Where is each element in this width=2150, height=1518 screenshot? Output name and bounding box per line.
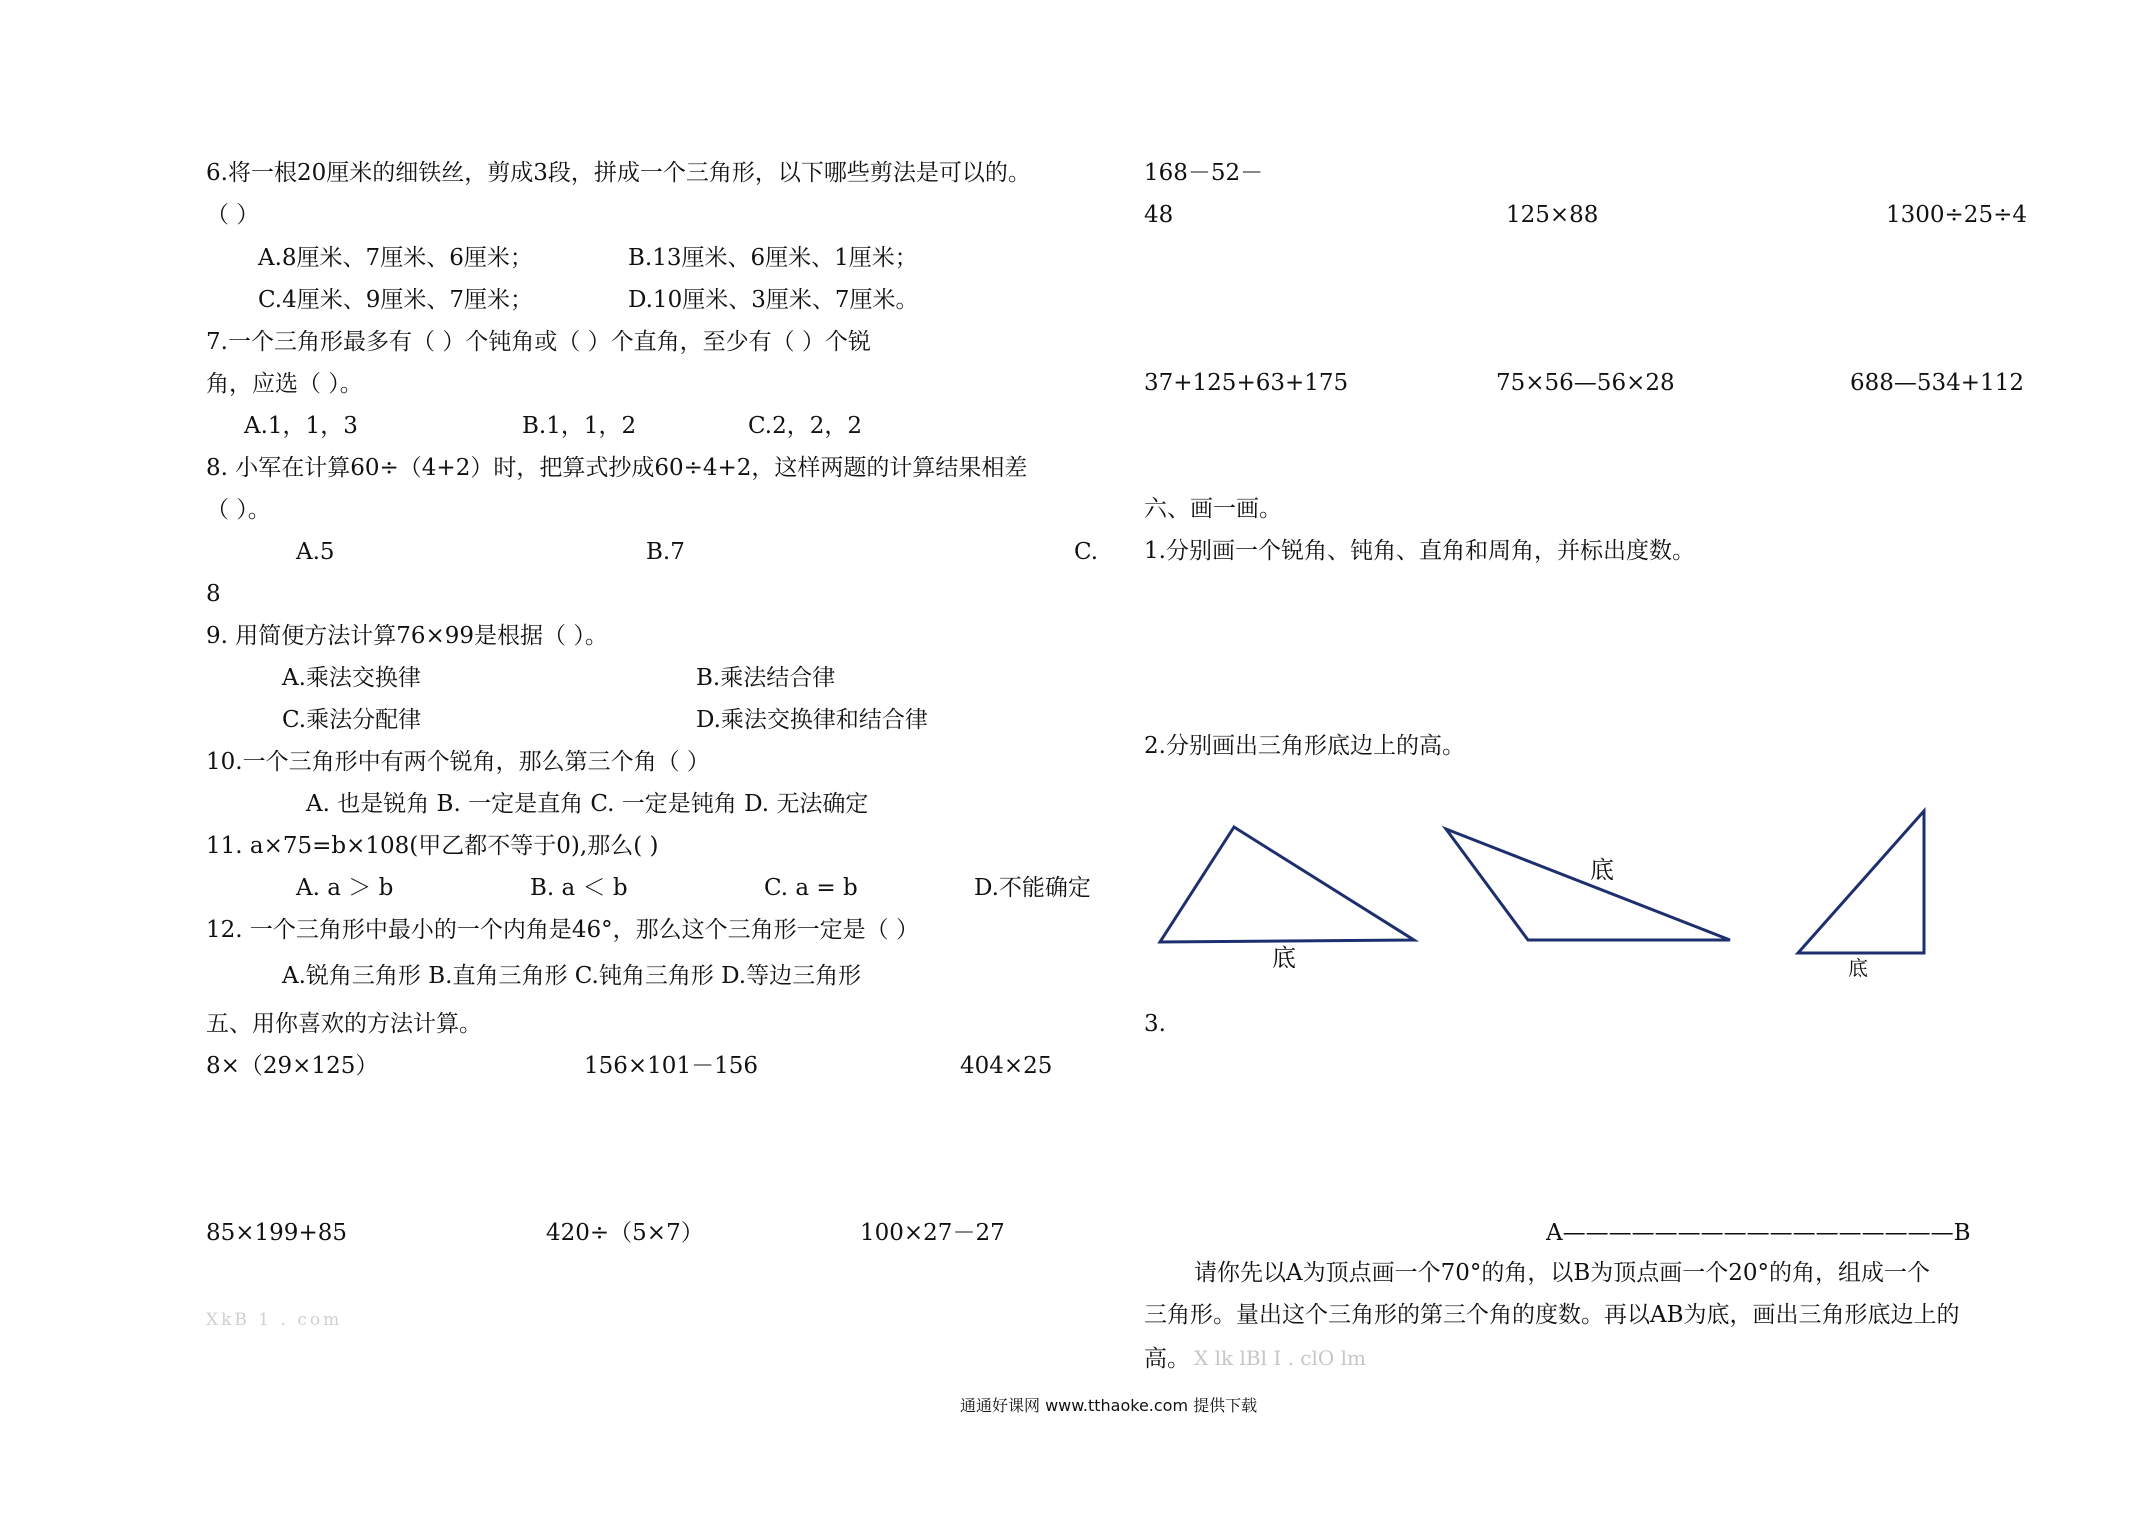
q7-line1: 7.一个三角形最多有（ ）个钝角或（ ）个直角，至少有（ ）个锐 [206,329,871,355]
calc-r2c2: 420÷（5×7） [546,1220,704,1246]
triangle-1 [1160,827,1414,942]
section6-q2: 2.分别画出三角形底边上的高。 [1144,733,1465,759]
triangle-1-base-label: 底 [1272,944,1296,972]
triangle-2-base-label: 底 [1590,856,1614,884]
q9-option-d: D.乘法交换律和结合律 [696,707,928,733]
q12-stem: 12. 一个三角形中最小的一个内角是46°，那么这个三角形一定是（ ） [206,917,919,943]
q8-option-c-value: 8 [206,581,221,607]
q6-option-a: A.8厘米、7厘米、6厘米； [258,245,533,271]
q6-option-b: B.13厘米、6厘米、1厘米； [628,245,918,271]
q6-option-c: C.4厘米、9厘米、7厘米； [258,287,533,313]
q10-options: A. 也是锐角 B. 一定是直角 C. 一定是钝角 D. 无法确定 [306,791,869,817]
q11-option-b: B. a ＜ b [530,875,628,901]
q3-text-line1: 请你先以A为顶点画一个70°的角，以B为顶点画一个20°的角，组成一个 [1194,1260,1931,1286]
right-calc-1b: 48 [1144,202,1174,228]
q7-option-b: B.1，1，2 [522,413,637,439]
q3-text-line2: 三角形。量出这个三角形的第三个角的度数。再以AB为底，画出三角形底边上的 [1144,1302,1960,1328]
q7-option-c: C.2，2，2 [748,413,862,439]
section6-q3: 3. [1144,1011,1166,1037]
calc-r2c3: 100×27－27 [860,1220,1005,1246]
left-watermark: XkB 1 . com [206,1310,343,1330]
q9-option-a: A.乘法交换律 [282,665,421,691]
q6-answer-paren: （ ） [206,202,260,228]
footer-credit: 通通好课网 www.tthaoke.com 提供下载 [960,1396,1258,1415]
q8-line2: （ ）。 [206,497,271,523]
right-watermark: X lk lBl I . clO lm [1194,1346,1367,1370]
section5-title: 五、用你喜欢的方法计算。 [206,1011,482,1037]
q9-stem: 9. 用简便方法计算76×99是根据（ ）。 [206,623,608,649]
calc-r2c1: 85×199+85 [206,1220,347,1246]
right-calc-3: 1300÷25÷4 [1886,202,2027,228]
right-calc-4: 37+125+63+175 [1144,370,1349,396]
q8-option-b: B.7 [646,539,685,565]
calc-r1c1: 8×（29×125） [206,1053,379,1079]
right-calc-2: 125×88 [1506,202,1599,228]
triangle-2 [1446,829,1730,940]
q3-text-line3: 高。 [1144,1346,1190,1372]
q11-option-a: A. a ＞ b [296,875,394,901]
section6-title: 六、画一画。 [1144,496,1282,522]
right-calc-5: 75×56—56×28 [1496,370,1675,396]
q11-option-c: C. a = b [764,875,858,901]
q11-stem: 11. a×75=b×108(甲乙都不等于0),那么( ) [206,833,659,859]
right-calc-6: 688—534+112 [1850,370,2024,396]
calc-r1c2: 156×101－156 [584,1053,758,1079]
q9-option-b: B.乘法结合律 [696,665,836,691]
q8-option-c: C. [1074,539,1099,565]
right-calc-1a: 168－52－ [1144,160,1264,186]
section6-q1: 1.分别画一个锐角、钝角、直角和周角，并标出度数。 [1144,538,1695,564]
triangle-3-base-label: 底 [1848,956,1868,980]
q6-option-d: D.10厘米、3厘米、7厘米。 [628,287,919,313]
segment-ab: A—————————————————B [1546,1220,1971,1246]
calc-r1c3: 404×25 [960,1053,1053,1079]
q11-option-d: D.不能确定 [974,875,1091,901]
triangle-3 [1798,811,1924,953]
q8-line1: 8. 小军在计算60÷（4+2）时，把算式抄成60÷4+2，这样两题的计算结果相差 [206,455,1028,481]
q10-stem: 10.一个三角形中有两个锐角，那么第三个角（ ） [206,749,710,775]
q8-option-a: A.5 [296,539,335,565]
q7-line2: 角，应选（ ）。 [206,371,363,397]
q12-options: A.锐角三角形 B.直角三角形 C.钝角三角形 D.等边三角形 [282,963,862,989]
q7-option-a: A.1，1，3 [244,413,358,439]
q6-stem: 6.将一根20厘米的细铁丝，剪成3段，拼成一个三角形，以下哪些剪法是可以的。 [206,160,1031,186]
q9-option-c: C.乘法分配律 [282,707,422,733]
